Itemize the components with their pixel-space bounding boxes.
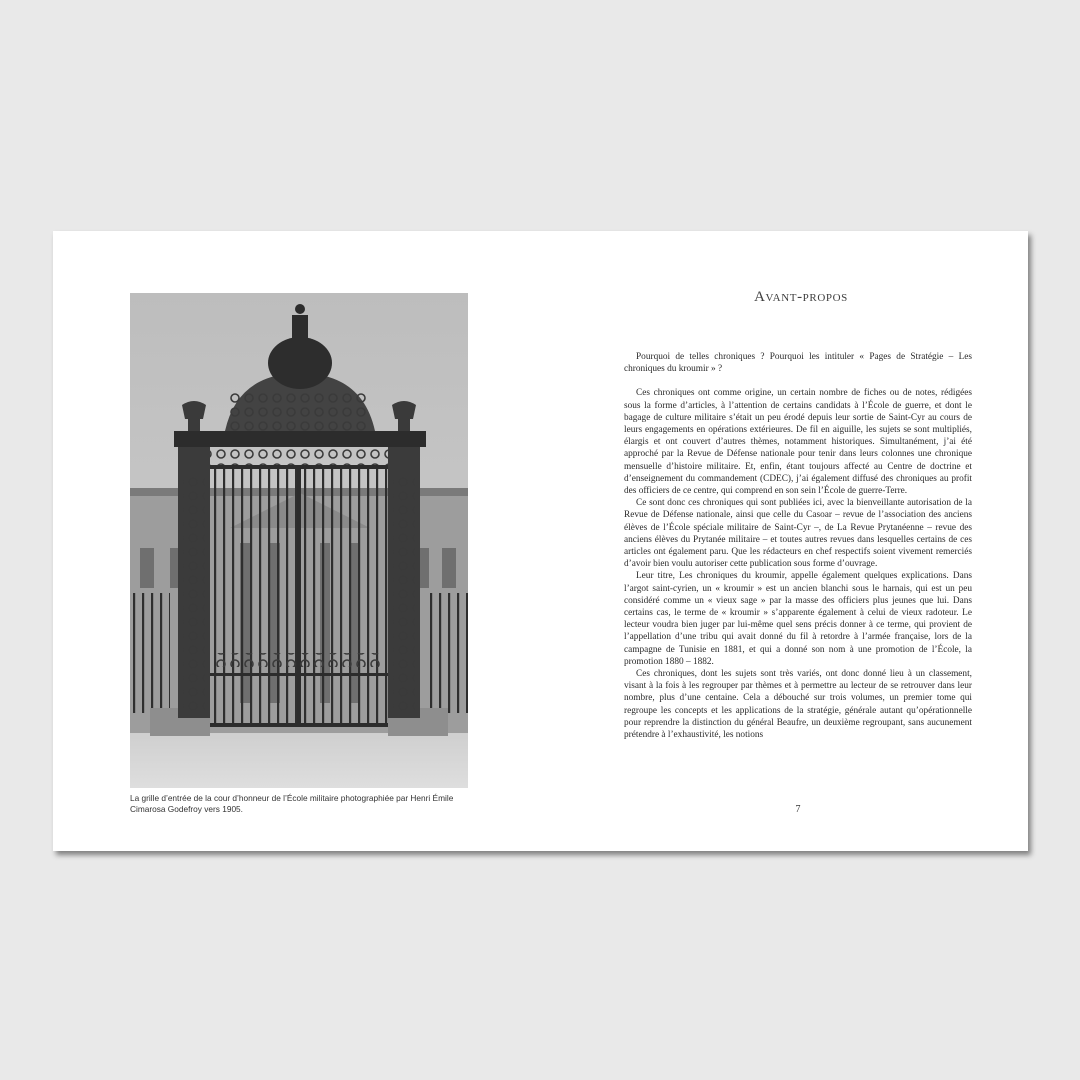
paragraph: Ces chroniques, dont les sujets sont très variés, ont donc donné lieu à un classement, visant à la fois à les regrouper par thèmes et à permettre au lecteur de se retrouver dans leur nombre, plus d’une centaine. Cela a débouché sur trois volumes, un premier tome qui regroupe les concepts et les applications de la stratégie, générale autant qu’opérationnelle pour reprendre la distinction du général Beaufre, un deuxième regroupant, sans aucunement prétendre à l’exhaustivité, les notions <box>624 669 972 741</box>
paragraph: Ce sont donc ces chroniques qui sont publiées ici, avec la bienveillante autorisation de la Revue de Défense nationale, ainsi que celle du Casoar – revue de l’association des anciens élèves de l’École spéciale militaire de Saint-Cyr –, de La Revue Prytanéenne – revue des anciens élèves du Prytanée militaire – et toutes autres revues dans lesquelles certains de ces articles ont également paru. Que les rédacteurs en chef respectifs soient vivement remerciés d’avoir bien voulu autoriser cette publication sous forme d’ouvrage. <box>624 498 972 570</box>
opening-question: Pourquoi de telles chroniques ? Pourquoi les intituler « Pages de Stratégie – Les chroniques du kroumir » ? <box>624 352 972 375</box>
paragraph: Leur titre, Les chroniques du kroumir, appelle également quelques explications. Dans l’argot saint-cyrien, un « kroumir » est un ancien blanchi sous le harnais, qui est un peu considéré comme un « vieux sage » par la masse des officiers plus jeunes que lui. Dans certains cas, le terme de « kroumir » s’apparente également à celui de vieux radoteur. Le lecteur voudra bien juger par lui-même quel sens précis donner à ce terme, qui provient de l’appellation d’une tribu qui avait donné du fil à retordre à l’armée française, lors de la campagne de Tunisie en 1881, et qui a donné son nom à une promotion de l’École, la promotion 1880 – 1882. <box>624 571 972 667</box>
paragraph: Ces chroniques ont comme origine, un certain nombre de fiches ou de notes, rédigées sous la forme d’articles, à l’attention de certains candidats à l’École de guerre, et dont le bagage de culture militaire s’était un peu érodé depuis leur sortie de Saint-Cyr au cours de leurs engagements en opérations extérieures. De fil en aiguille, les sujets se sont multipliés, élargis et ont couvert d’autres thèmes, notamment historiques. Simultanément, j’ai été approché par la Revue de Défense nationale pour tenir dans leurs colonnes une chronique mensuelle d’histoire militaire. Et, enfin, étant toujours affecté au Centre de doctrine et d’enseignement du commandement (CDEC), j’ai également diffusé des chroniques au profit des officiers de ce centre, qui comprend en son sein l’École de guerre-Terre. <box>624 388 972 497</box>
book-spread <box>53 231 1028 851</box>
page-number: 7 <box>795 804 801 815</box>
photo-caption: La grille d’entrée de la cour d’honneur de l’École militaire photographiée par Henri Émile Cimarosa Godefroy vers 1905. <box>130 793 454 814</box>
chapter-title: Avant-propos <box>754 289 848 305</box>
gate-photograph <box>130 293 468 788</box>
body-text <box>624 351 972 741</box>
